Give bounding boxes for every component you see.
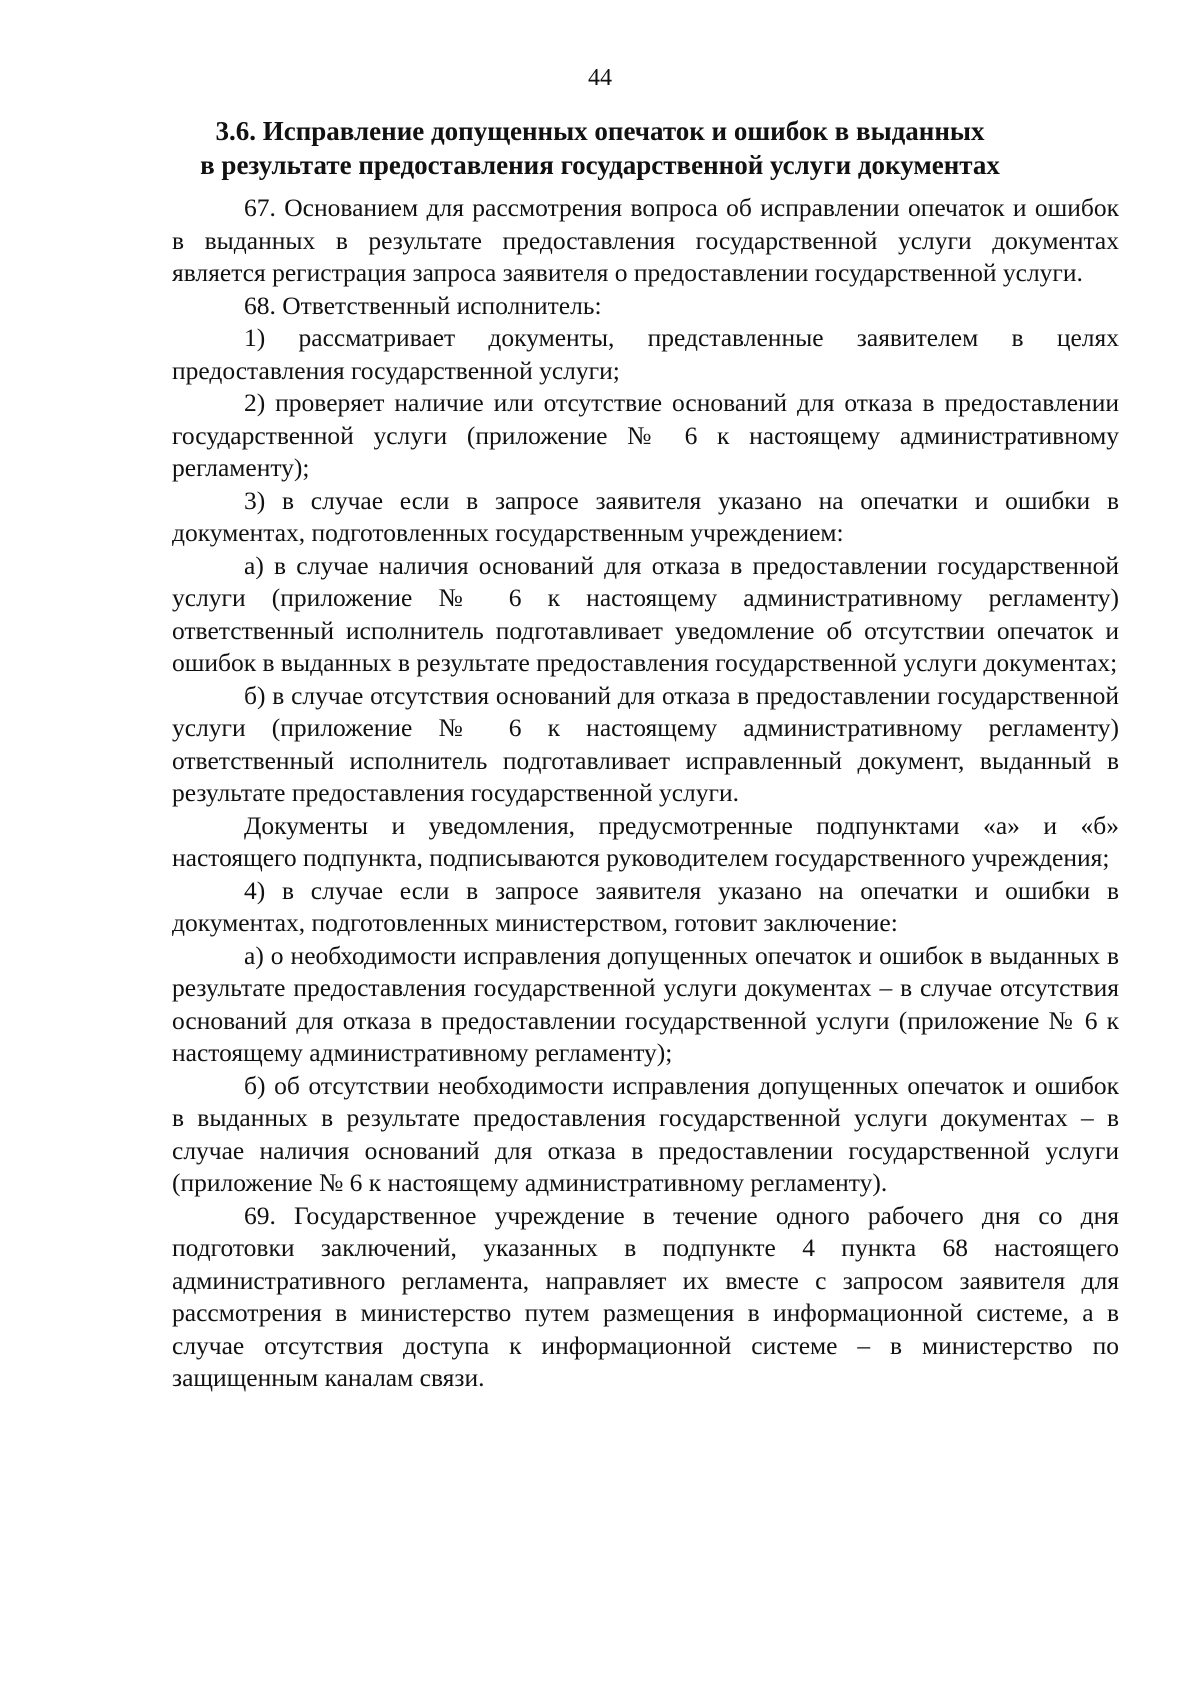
paragraph-69: 69. Государственное учреждение в течение одного рабочего дня со дня подготовки заключений, указанных в подпункте 4 пункта 68 настоящего административного регламента, направляет их вместе с запросом заявителя для рассмотрения в министерство путем размещения в информационной системе, а в случае отсутствия доступа к информационной системе – в министерство по защищенным каналам связи.	[172, 1200, 1119, 1392]
paragraph-68-item-4: 4) в случае если в запросе заявителя указано на опечатки и ошибки в документах, подготовленных министерством, готовит заключение:	[172, 875, 1119, 937]
paragraph-68-item-4b: б) об отсутствии необходимости исправления допущенных опечаток и ошибок в выданных в результате предоставления государственной услуги документах – в случае наличия оснований для отказа в предоставлении государственной услуги (приложение № 6 к настоящему административному регламенту).	[172, 1070, 1119, 1197]
paragraph-68-item-3-note: Документы и уведомления, предусмотренные подпунктами «а» и «б» настоящего подпункта, подписываются руководителем государственного учреждения;	[172, 810, 1119, 872]
section-heading-line-1: 3.6. Исправление допущенных опечаток и ошибок в выданных	[215, 116, 985, 146]
paragraph-68-item-3a: а) в случае наличия оснований для отказа в предоставлении государственной услуги (приложение № 6 к настоящему административному регламенту) ответственный исполнитель подготавливает уведомление об отсутствии опечаток и ошибок в выданных в результате предоставления государственной услуги документах;	[172, 550, 1119, 677]
section-heading	[160, 114, 1040, 182]
document-body	[172, 192, 1119, 1395]
paragraph-67: 67. Основанием для рассмотрения вопроса об исправлении опечаток и ошибок в выданных в результате предоставления государственной услуги документах является регистрация запроса заявителя о предоставлении государственной услуги.	[172, 193, 1119, 287]
paragraph-68: 68. Ответственный исполнитель:	[244, 290, 602, 320]
section-heading-line-2: в результате предоставления государственной услуги документах	[200, 150, 1000, 180]
page-number: 44	[588, 65, 612, 91]
paragraph-68-item-2: 2) проверяет наличие или отсутствие оснований для отказа в предоставлении государственной услуги (приложение № 6 к настоящему административному регламенту);	[172, 388, 1119, 482]
paragraph-68-item-4a: а) о необходимости исправления допущенных опечаток и ошибок в выданных в результате предоставления государственной услуги документах – в случае отсутствия оснований для отказа в предоставлении государственной услуги (приложение № 6 к настоящему административному регламенту);	[172, 940, 1119, 1067]
paragraph-68-item-1: 1) рассматривает документы, представленные заявителем в целях предоставления государственной услуги;	[172, 323, 1119, 385]
paragraph-68-item-3b: б) в случае отсутствия оснований для отказа в предоставлении государственной услуги (приложение № 6 к настоящему административному регламенту) ответственный исполнитель подготавливает исправленный документ, выданный в результате предоставления государственной услуги.	[172, 680, 1119, 807]
paragraph-68-item-3: 3) в случае если в запросе заявителя указано на опечатки и ошибки в документах, подготовленных государственным учреждением:	[172, 485, 1119, 547]
